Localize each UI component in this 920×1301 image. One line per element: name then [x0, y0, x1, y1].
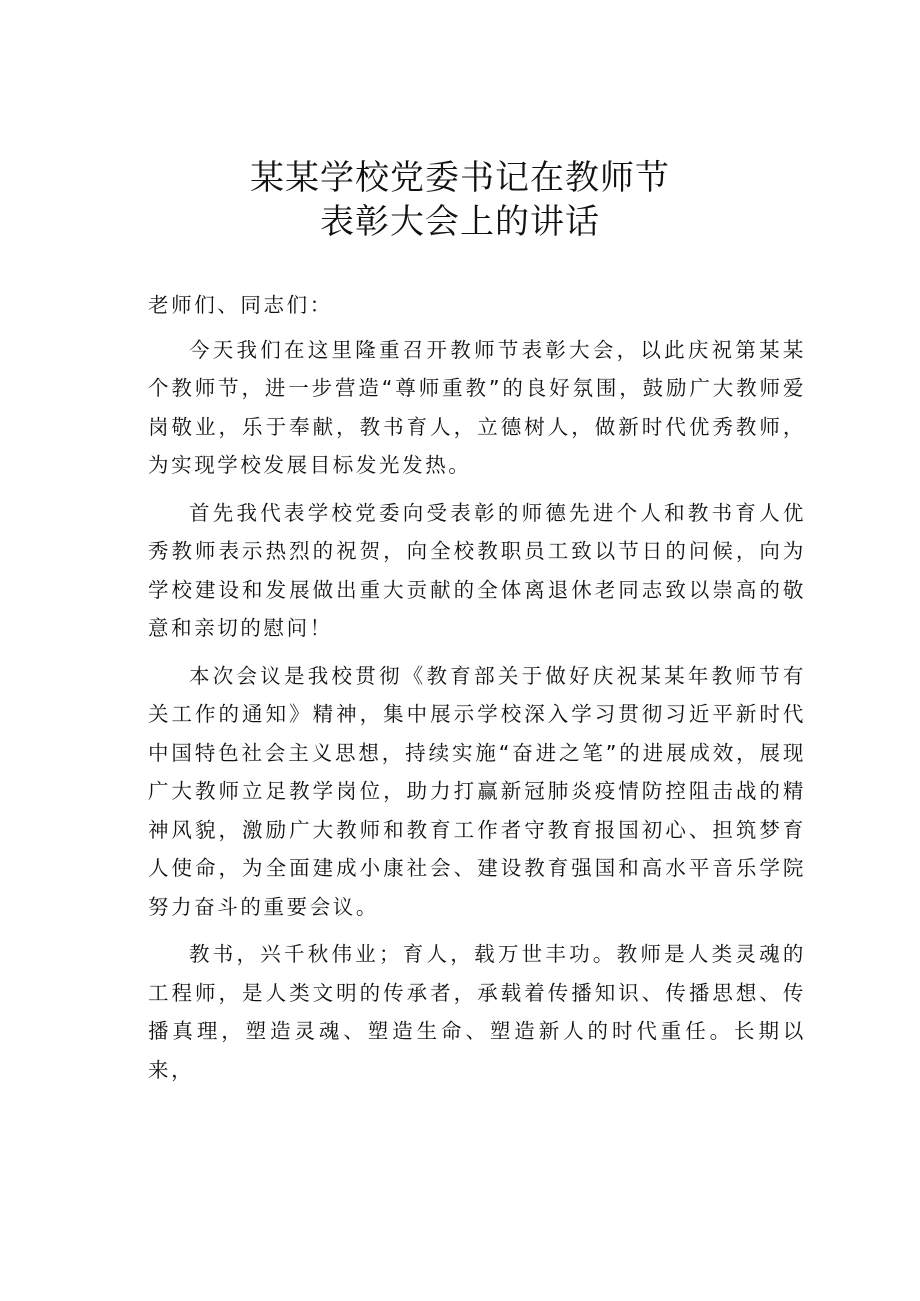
- speech-body: [148, 286, 806, 1098]
- salutation: 老师们、同志们：: [148, 293, 333, 317]
- speech-title: [0, 156, 920, 244]
- paragraph-congratulations: 首先我代表学校党委向受表彰的师德先进个人和教书育人优秀教师表示热烈的祝贺，向全校教职员工致以节日的问候，向为学校建设和发展做出重大贡献的全体离退休老同志致以崇高的敬意和亲切的慰问！: [148, 500, 806, 640]
- paragraph-meeting-purpose: 本次会议是我校贯彻《教育部关于做好庆祝某某年教师节有关工作的通知》精神，集中展示学校深入学习贯彻习近平新时代中国特色社会主义思想，持续实施“奋进之笔”的进展成效，展现广大教师立足教学岗位，助力打赢新冠肺炎疫情防控阻击战的精神风貌，激励广大教师和教育工作者守教育报国初心、担筑梦育人使命，为全面建成小康社会、建设教育强国和高水平音乐学院努力奋斗的重要会议。: [148, 663, 806, 919]
- title-line-2: 表彰大会上的讲话: [320, 202, 600, 242]
- paragraph-teacher-role: 教书，兴千秋伟业；育人，载万世丰功。教师是人类灵魂的工程师，是人类文明的传承者，承载着传播知识、传播思想、传播真理，塑造灵魂、塑造生命、塑造新人的时代重任。长期以来，: [148, 942, 806, 1082]
- title-line-1: 某某学校党委书记在教师节: [250, 158, 670, 198]
- paragraph-opening: 今天我们在这里隆重召开教师节表彰大会，以此庆祝第某某个教师节，进一步营造“尊师重教”的良好氛围，鼓励广大教师爱岗敬业，乐于奉献，教书育人，立德树人，做新时代优秀教师，为实现学校发展目标发光发热。: [148, 337, 806, 477]
